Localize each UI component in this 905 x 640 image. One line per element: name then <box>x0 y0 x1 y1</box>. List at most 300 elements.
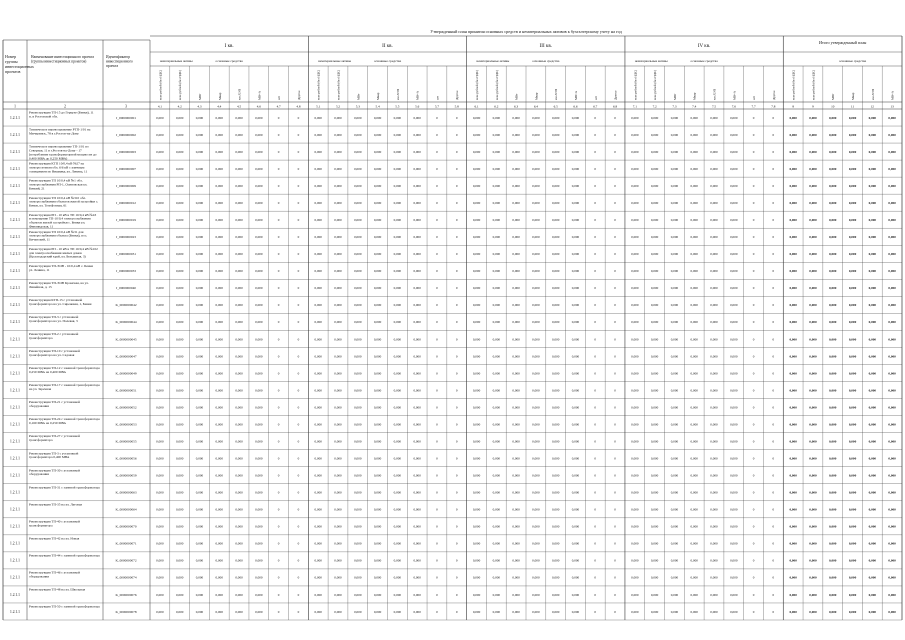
row-value-cell: 0 <box>614 252 616 257</box>
row-project-name-line: Реконструкция КТП-15 с установкой <box>29 297 83 302</box>
row-value-cell: 0 <box>436 388 438 393</box>
row-value-cell: 0,000 <box>314 166 322 171</box>
row-value-cell: 0,000 <box>829 269 837 274</box>
row-value-cell: 0,000 <box>789 269 797 274</box>
row-value-cell: 0,000 <box>809 490 817 495</box>
row-project-id: J_0000000007 <box>116 166 136 171</box>
row-value-cell: 0 <box>772 541 775 546</box>
row-value-cell: 0,000 <box>690 609 698 614</box>
index-cell: 4.3 <box>197 104 202 109</box>
row-value-cell: 0,000 <box>472 609 481 614</box>
header-project-name-line: Наименование инвестиционного проекта <box>31 55 95 59</box>
row-value-cell: 0 <box>436 252 438 257</box>
row-value-cell: 0 <box>594 405 597 410</box>
row-value-cell: 0 <box>594 183 597 188</box>
row-group-number: 1.2.1.1 <box>10 473 20 478</box>
row-value-cell: 0,000 <box>789 541 797 546</box>
row-value-cell: 0,000 <box>551 490 560 495</box>
row-value-cell: 0 <box>594 558 597 563</box>
row-value-cell: 0,000 <box>789 473 797 478</box>
row-value-cell: 0 <box>277 371 280 376</box>
row-value-cell: 0,000 <box>215 541 223 546</box>
row-value-cell: 0,000 <box>255 371 263 376</box>
row-value-cell: 0,000 <box>472 456 481 461</box>
column-header-13: км ЛЭП <box>395 89 400 100</box>
row-value-cell: 0,000 <box>175 303 184 308</box>
row-value-cell: 0,000 <box>195 320 204 325</box>
row-group-number: 1.2.1.1 <box>10 422 20 427</box>
row-value-cell: 0,000 <box>848 422 857 427</box>
row-value-cell: 0,000 <box>848 252 857 257</box>
row-value-cell: 0 <box>772 115 775 120</box>
row-value-cell: 0,000 <box>235 388 243 393</box>
column-header-14: МВ×А <box>415 90 420 100</box>
row-value-cell: 0,000 <box>848 388 857 393</box>
row-project-name <box>29 349 80 357</box>
row-value-cell: 0 <box>455 422 458 427</box>
row-value-cell: 0,000 <box>255 149 263 154</box>
row-value-cell: 0,000 <box>413 286 421 291</box>
row-value-cell: 0,000 <box>314 388 322 393</box>
row-value-cell: 0 <box>277 183 280 188</box>
index-cell: 8 <box>792 104 794 109</box>
row-project-name-line: оборудования <box>29 574 49 579</box>
row-value-cell: 0,000 <box>868 115 877 120</box>
row-value-cell: 0,000 <box>690 269 698 274</box>
row-value-cell: 0,000 <box>512 252 520 257</box>
row-value-cell: 0,000 <box>413 320 421 325</box>
row-value-cell: 0 <box>297 524 300 529</box>
row-group-number: 1.2.1.1 <box>10 269 20 274</box>
row-project-name-line: Реконструкция ТП-17 с заменой трансформатора <box>29 383 100 388</box>
row-project-name <box>29 162 88 175</box>
row-value-cell: 0,000 <box>571 235 580 240</box>
row-value-cell: 0,000 <box>888 388 896 393</box>
row-value-cell: 0,000 <box>175 354 184 359</box>
row-value-cell: 0,000 <box>848 371 857 376</box>
row-value-cell: 0,000 <box>255 524 263 529</box>
row-value-cell: 0,000 <box>532 200 540 205</box>
row-value-cell: 0,000 <box>710 286 718 291</box>
row-value-cell: 0,000 <box>730 149 738 154</box>
row-project-id: K_0000000064 <box>115 507 137 512</box>
row-value-cell: 0,000 <box>730 575 738 580</box>
row-value-cell: 0,000 <box>492 609 501 614</box>
row-value-cell: 0 <box>297 132 300 137</box>
row-value-cell: 0,000 <box>888 149 896 154</box>
row-value-cell: 0,000 <box>650 575 659 580</box>
row-value-cell: 0 <box>297 218 300 223</box>
row-value-cell: 0,000 <box>868 490 877 495</box>
row-value-cell: 0 <box>752 320 755 325</box>
row-project-name <box>29 468 80 476</box>
row-value-cell: 0,000 <box>809 456 817 461</box>
row-value-cell: 0,000 <box>492 541 501 546</box>
row-value-cell: 0,000 <box>631 132 639 137</box>
row-value-cell: 0,000 <box>156 490 164 495</box>
row-value-cell: 0,000 <box>730 507 738 512</box>
row-project-name-line: Финляндская, 11 <box>29 224 54 229</box>
row-value-cell: 0 <box>752 354 755 359</box>
row-value-cell: 0,000 <box>551 575 560 580</box>
row-value-cell: 0,000 <box>156 524 164 529</box>
row-value-cell: 0,000 <box>413 166 421 171</box>
row-value-cell: 0,000 <box>492 558 501 563</box>
index-cell: 5.2 <box>335 104 341 109</box>
row-value-cell: 0,000 <box>631 456 639 461</box>
row-value-cell: 0 <box>297 235 300 240</box>
row-value-cell: 0,000 <box>492 371 501 376</box>
row-value-cell: 0,000 <box>393 422 402 427</box>
row-value-cell: 0,000 <box>255 456 263 461</box>
row-value-cell: 0 <box>752 286 755 291</box>
row-project-name <box>29 111 94 119</box>
row-value-cell: 0,000 <box>829 286 837 291</box>
row-value-cell: 0,000 <box>848 115 857 120</box>
row-value-cell: 0,000 <box>532 115 540 120</box>
row-value-cell: 0,000 <box>730 337 738 342</box>
row-value-cell: 0,000 <box>690 558 698 563</box>
row-value-cell: 0,000 <box>235 200 243 205</box>
row-value-cell: 0,000 <box>848 218 857 223</box>
row-value-cell: 0,000 <box>888 354 896 359</box>
row-value-cell: 0,000 <box>393 286 402 291</box>
row-value-cell: 0,000 <box>571 183 580 188</box>
row-value-cell: 0,000 <box>789 115 797 120</box>
row-value-cell: 0,000 <box>670 303 679 308</box>
index-cell: 7.6 <box>731 104 736 109</box>
row-value-cell: 0 <box>277 405 280 410</box>
row-value-cell: 0 <box>436 456 438 461</box>
row-value-cell: 0,000 <box>472 422 481 427</box>
row-value-cell: 0,000 <box>215 149 223 154</box>
row-value-cell: 0,000 <box>571 524 580 529</box>
row-value-cell: 0 <box>277 303 280 308</box>
row-value-cell: 0,000 <box>255 303 263 308</box>
row-project-id: K_0000000071 <box>115 541 137 546</box>
row-value-cell: 0,000 <box>829 132 837 137</box>
row-value-cell: 0,000 <box>631 354 639 359</box>
row-value-cell: 0,000 <box>175 456 184 461</box>
quarter-header-1: I кв. <box>224 44 234 49</box>
row-value-cell: 0,000 <box>730 388 738 393</box>
row-value-cell: 0,000 <box>690 286 698 291</box>
row-value-cell: 0,000 <box>690 422 698 427</box>
row-value-cell: 0 <box>594 575 597 580</box>
row-value-cell: 0,000 <box>255 166 263 171</box>
row-value-cell: 0,000 <box>631 609 639 614</box>
subgroup-intangible-label: нематериальные активы <box>159 59 193 63</box>
column-header-7: шт <box>277 96 282 100</box>
row-value-cell: 0,000 <box>888 439 896 444</box>
row-value-cell: 0 <box>277 507 280 512</box>
row-value-cell: 0,000 <box>848 558 857 563</box>
row-value-cell: 0,000 <box>690 200 698 205</box>
row-value-cell: 0,000 <box>789 337 797 342</box>
row-value-cell: 0,000 <box>551 609 560 614</box>
row-value-cell: 0,000 <box>235 286 243 291</box>
row-value-cell: 0,000 <box>809 235 817 240</box>
row-value-cell: 0,000 <box>571 592 580 597</box>
row-value-cell: 0 <box>614 354 616 359</box>
row-value-cell: 0,000 <box>492 200 501 205</box>
row-value-cell: 0,000 <box>156 422 164 427</box>
row-value-cell: 0,000 <box>670 183 679 188</box>
row-value-cell: 0,000 <box>551 166 560 171</box>
row-project-name <box>29 128 91 137</box>
row-value-cell: 0,000 <box>195 575 204 580</box>
row-value-cell: 0,000 <box>532 541 540 546</box>
row-value-cell: 0 <box>752 456 755 461</box>
row-value-cell: 0,000 <box>512 115 520 120</box>
row-value-cell: 0 <box>297 609 300 614</box>
row-project-name-line: и помещение ТП-10/0,4 электроснабжения <box>29 216 91 221</box>
row-value-cell: 0,000 <box>512 183 520 188</box>
row-value-cell: 0,000 <box>512 235 520 240</box>
row-value-cell: 0,000 <box>255 558 263 563</box>
column-header-1: млн рублей (без НДС) <box>158 69 163 100</box>
row-project-name-line: Техническое перевооружение ТП-1/01 по <box>29 144 89 149</box>
row-value-cell: 0,000 <box>175 269 184 274</box>
index-cell: 3 <box>125 104 127 109</box>
row-value-cell: 0,000 <box>512 218 520 223</box>
row-value-cell: 0,000 <box>888 269 896 274</box>
row-value-cell: 0 <box>752 371 755 376</box>
row-value-cell: 0 <box>594 592 597 597</box>
row-value-cell: 0 <box>455 286 458 291</box>
row-value-cell: 0,000 <box>888 422 896 427</box>
row-value-cell: 0 <box>614 524 616 529</box>
row-group-number: 1.2.1.1 <box>10 320 20 325</box>
row-project-id: K_0000000049 <box>115 371 137 376</box>
row-value-cell: 0,000 <box>789 354 797 359</box>
row-value-cell: 0 <box>436 218 438 223</box>
total-header: Итого утвержденный план <box>818 40 867 45</box>
row-value-cell: 0,000 <box>690 252 698 257</box>
row-value-cell: 0,000 <box>393 252 402 257</box>
row-value-cell: 0,000 <box>472 200 481 205</box>
row-value-cell: 0,000 <box>710 541 718 546</box>
row-value-cell: 0,000 <box>888 200 896 205</box>
row-value-cell: 0,000 <box>670 592 679 597</box>
row-value-cell: 0,000 <box>868 354 877 359</box>
row-value-cell: 0 <box>772 303 775 308</box>
row-value-cell: 0,000 <box>472 592 481 597</box>
row-project-id: J_0000000040 <box>116 286 136 291</box>
row-value-cell: 0,000 <box>848 183 857 188</box>
row-value-cell: 0,000 <box>472 490 481 495</box>
row-value-cell: 0,000 <box>156 609 164 614</box>
row-value-cell: 0,000 <box>512 132 520 137</box>
row-value-cell: 0 <box>614 218 616 223</box>
row-value-cell: 0,000 <box>571 252 580 257</box>
row-value-cell: 0 <box>436 592 438 597</box>
row-project-name-line: Северная, 11 в г.Ростов-на-Дону - 17 <box>29 148 82 153</box>
row-value-cell: 0,000 <box>373 439 382 444</box>
row-value-cell: 0,000 <box>512 439 520 444</box>
row-value-cell: 0,000 <box>373 286 382 291</box>
row-value-cell: 0,000 <box>255 132 263 137</box>
row-project-name <box>29 366 100 375</box>
row-value-cell: 0 <box>277 320 280 325</box>
row-value-cell: 0,000 <box>512 269 520 274</box>
row-value-cell: 0 <box>752 149 755 154</box>
row-value-cell: 0 <box>436 558 438 563</box>
row-value-cell: 0 <box>752 115 755 120</box>
row-value-cell: 0,000 <box>551 303 560 308</box>
row-value-cell: 0 <box>297 541 300 546</box>
row-value-cell: 0,000 <box>809 337 817 342</box>
row-value-cell: 0,000 <box>670 456 679 461</box>
row-value-cell: 0,000 <box>512 524 520 529</box>
row-value-cell: 0,000 <box>334 149 342 154</box>
row-value-cell: 0,000 <box>730 541 738 546</box>
row-value-cell: 0,000 <box>156 166 164 171</box>
row-value-cell: 0,000 <box>354 286 362 291</box>
row-value-cell: 0,000 <box>532 592 540 597</box>
row-value-cell: 0,000 <box>512 456 520 461</box>
row-value-cell: 0,000 <box>532 132 540 137</box>
row-value-cell: 0,000 <box>789 422 797 427</box>
row-value-cell: 0,000 <box>314 286 322 291</box>
row-value-cell: 0,000 <box>670 371 679 376</box>
row-value-cell: 0,000 <box>195 388 204 393</box>
row-value-cell: 0,000 <box>314 405 322 410</box>
row-value-cell: 0,000 <box>195 149 204 154</box>
row-value-cell: 0,000 <box>650 592 659 597</box>
row-value-cell: 0,000 <box>670 473 679 478</box>
row-value-cell: 0 <box>297 507 300 512</box>
row-value-cell: 0,000 <box>670 575 679 580</box>
row-value-cell: 0,000 <box>690 320 698 325</box>
row-value-cell: 0 <box>455 166 458 171</box>
row-value-cell: 0,000 <box>809 439 817 444</box>
row-value-cell: 0 <box>594 422 597 427</box>
index-cell: 6.6 <box>573 104 578 109</box>
row-value-cell: 0,000 <box>314 337 322 342</box>
row-value-cell: 0,000 <box>393 218 402 223</box>
index-cell: 7.1 <box>632 104 637 109</box>
row-project-name-line: освещением по Вишняку, ул. Ленина, 11 <box>29 169 88 174</box>
row-value-cell: 0,000 <box>848 354 857 359</box>
index-cell: 1 <box>14 104 16 109</box>
row-value-cell: 0,000 <box>195 269 204 274</box>
row-value-cell: 0,000 <box>492 269 501 274</box>
row-value-cell: 0,000 <box>532 456 540 461</box>
row-value-cell: 0,000 <box>472 218 481 223</box>
row-value-cell: 0,000 <box>650 166 659 171</box>
row-value-cell: 0,000 <box>492 456 501 461</box>
row-project-name <box>29 571 80 579</box>
row-value-cell: 0,000 <box>472 473 481 478</box>
row-value-cell: 0,000 <box>354 200 362 205</box>
row-group-number: 1.2.1.1 <box>10 337 20 342</box>
row-value-cell: 0,000 <box>868 269 877 274</box>
row-value-cell: 0,000 <box>690 115 698 120</box>
row-value-cell: 0,000 <box>314 200 322 205</box>
row-value-cell: 0,000 <box>156 371 164 376</box>
row-value-cell: 0,000 <box>848 337 857 342</box>
row-value-cell: 0 <box>614 166 616 171</box>
row-project-name-line: Линейная, д. 15 <box>29 284 52 289</box>
row-value-cell: 0,000 <box>354 609 362 614</box>
row-value-cell: 0,000 <box>631 490 639 495</box>
index-cell: 5.8 <box>454 104 459 109</box>
row-value-cell: 0 <box>436 200 438 205</box>
row-value-cell: 0 <box>752 541 755 546</box>
row-value-cell: 0,000 <box>413 115 421 120</box>
row-project-name-line: электроснабжения объекта (Бенки), пос. <box>29 233 88 238</box>
row-value-cell: 0 <box>277 337 280 342</box>
index-cell: 4.6 <box>256 104 261 109</box>
row-value-cell: 0,000 <box>413 524 421 529</box>
row-value-cell: 0,000 <box>314 439 322 444</box>
row-value-cell: 0,000 <box>690 405 698 410</box>
row-value-cell: 0 <box>772 575 775 580</box>
row-value-cell: 0 <box>436 183 438 188</box>
header-group-number-line: инвестиционных <box>5 64 34 69</box>
row-value-cell: 0 <box>772 507 775 512</box>
row-value-cell: 0,000 <box>255 218 263 223</box>
row-value-cell: 0,000 <box>235 456 243 461</box>
row-group-number: 1.2.1.1 <box>10 507 20 512</box>
row-value-cell: 0,000 <box>532 507 540 512</box>
column-header-5: км ЛЭП <box>237 89 242 100</box>
row-value-cell: 0,000 <box>690 371 698 376</box>
row-value-cell: 0 <box>614 183 616 188</box>
row-value-cell: 0,000 <box>868 303 877 308</box>
row-project-name <box>29 451 78 460</box>
row-value-cell: 0,000 <box>551 558 560 563</box>
row-value-cell: 0,000 <box>710 558 718 563</box>
row-value-cell: 0,000 <box>631 303 639 308</box>
row-value-cell: 0 <box>614 439 616 444</box>
row-value-cell: 0 <box>277 354 280 359</box>
row-value-cell: 0,000 <box>650 252 659 257</box>
row-project-name <box>29 179 87 192</box>
row-value-cell: 0,000 <box>848 541 857 546</box>
row-value-cell: 0,000 <box>670 541 679 546</box>
header-group-number-line: группы <box>5 59 18 64</box>
row-value-cell: 0,000 <box>512 507 520 512</box>
row-value-cell: 0 <box>436 149 438 154</box>
row-value-cell: 0,000 <box>373 388 382 393</box>
row-value-cell: 0,000 <box>789 320 797 325</box>
row-value-cell: 0,000 <box>730 200 738 205</box>
row-value-cell: 0,000 <box>888 524 896 529</box>
row-project-name-line: трансформатора 0,400 МВА <box>29 455 70 460</box>
quarter-header-4: IV кв. <box>697 44 711 49</box>
row-value-cell: 0,000 <box>373 609 382 614</box>
row-value-cell: 0,000 <box>670 422 679 427</box>
column-header-38: МВ×А <box>890 90 895 100</box>
row-value-cell: 0 <box>455 541 458 546</box>
row-project-id: J_0000000012 <box>116 200 136 205</box>
row-project-name-line: Реконструкция КТП 10/0,4 кВ №27 на <box>29 161 84 166</box>
index-cell: 4.2 <box>177 104 182 109</box>
row-value-cell: 0,000 <box>868 541 877 546</box>
row-group-number: 1.2.1.1 <box>10 183 20 188</box>
row-value-cell: 0,000 <box>631 115 639 120</box>
row-value-cell: 0,000 <box>354 132 362 137</box>
row-project-id: K_0000000047 <box>115 354 137 359</box>
row-value-cell: 0,000 <box>809 473 817 478</box>
row-value-cell: 0,000 <box>472 507 481 512</box>
row-value-cell: 0,000 <box>532 388 540 393</box>
row-value-cell: 0,000 <box>314 371 322 376</box>
row-value-cell: 0,000 <box>868 507 877 512</box>
row-value-cell: 0,000 <box>413 575 421 580</box>
